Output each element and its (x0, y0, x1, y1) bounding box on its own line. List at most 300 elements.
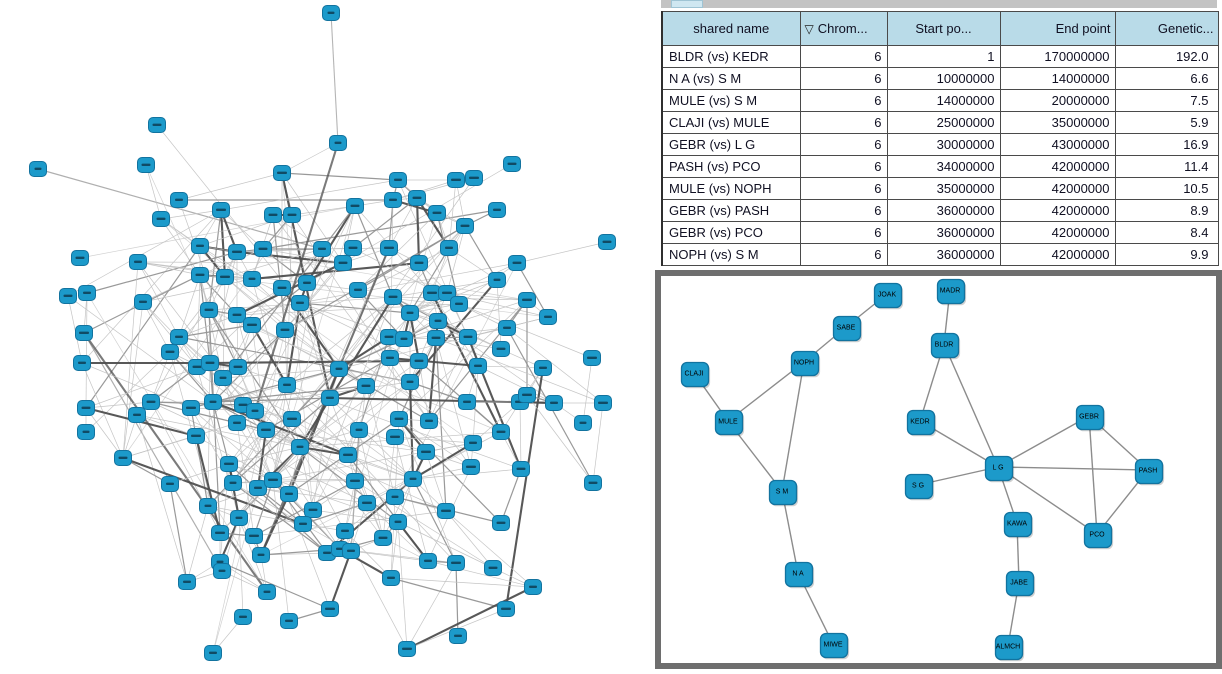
node-label-glyph (427, 292, 437, 294)
table-scroll-thumb[interactable] (671, 0, 703, 8)
network-node[interactable] (292, 440, 309, 455)
network-node[interactable] (192, 268, 209, 283)
table-scroll-strip[interactable] (661, 0, 1217, 8)
network-node[interactable] (358, 379, 375, 394)
network-node-PASH[interactable] (1136, 460, 1165, 486)
network-node[interactable] (305, 503, 322, 518)
network-node-MIWE[interactable] (821, 634, 850, 660)
network-node[interactable] (221, 457, 238, 472)
network-node-SABE[interactable] (834, 317, 863, 343)
network-edge[interactable] (478, 366, 543, 368)
network-node[interactable] (466, 171, 483, 186)
network-node[interactable] (429, 206, 446, 221)
network-node[interactable] (284, 208, 301, 223)
network-node[interactable] (246, 529, 263, 544)
network-node[interactable] (421, 414, 438, 429)
node-label-glyph (134, 261, 142, 263)
node-label-glyph (82, 407, 91, 409)
network-node[interactable] (299, 276, 316, 291)
network-node[interactable] (411, 256, 428, 271)
network-node[interactable] (375, 531, 392, 546)
network-node[interactable] (387, 430, 404, 445)
network-node[interactable] (217, 270, 234, 285)
network-node[interactable] (540, 310, 557, 325)
network-node[interactable] (391, 412, 408, 427)
network-node[interactable] (244, 318, 261, 333)
network-node[interactable] (258, 423, 275, 438)
table-row[interactable] (662, 156, 1218, 178)
network-edge[interactable] (208, 506, 303, 524)
node-label-glyph (421, 451, 431, 453)
network-node-NA[interactable] (786, 563, 815, 589)
network-node[interactable] (79, 286, 96, 301)
network-node[interactable] (129, 408, 146, 423)
node-label-glyph (474, 365, 482, 367)
network-node[interactable] (459, 395, 476, 410)
network-node[interactable] (381, 241, 398, 256)
network-node[interactable] (277, 323, 294, 338)
node-label-glyph (517, 468, 526, 470)
node-label-glyph (598, 402, 608, 404)
node-shape[interactable] (1077, 406, 1104, 430)
table-cell: 42000000 (1000, 156, 1115, 178)
node-shape[interactable] (938, 280, 965, 304)
network-node[interactable] (115, 451, 132, 466)
node-shape[interactable] (834, 317, 861, 341)
network-node[interactable] (382, 351, 399, 366)
network-node[interactable] (74, 356, 91, 371)
table-row[interactable] (662, 244, 1218, 266)
network-node[interactable] (335, 256, 352, 271)
network-node[interactable] (247, 404, 264, 419)
node-label-glyph (442, 292, 452, 294)
table-cell: N A (vs) S M (662, 68, 800, 90)
table-cell: 36000000 (887, 244, 1000, 266)
table-cell: 6 (800, 244, 887, 266)
network-edge[interactable] (146, 165, 161, 219)
network-node[interactable] (546, 396, 563, 411)
network-node[interactable] (322, 391, 339, 406)
network-node[interactable] (350, 283, 367, 298)
network-node[interactable] (359, 496, 376, 511)
network-node[interactable] (162, 345, 179, 360)
network-node[interactable] (383, 571, 400, 586)
node-shape[interactable] (996, 636, 1023, 660)
network-node-SM[interactable] (770, 481, 799, 507)
network-node-GEBR[interactable] (1077, 406, 1106, 432)
network-node[interactable] (244, 272, 261, 287)
network-node[interactable] (489, 273, 506, 288)
node-shape[interactable] (906, 475, 933, 499)
network-node[interactable] (331, 362, 348, 377)
network-node[interactable] (525, 580, 542, 595)
node-label-glyph (336, 368, 343, 370)
node-label-glyph (351, 205, 360, 207)
table-cell: 6 (800, 222, 887, 244)
network-node[interactable] (424, 286, 441, 301)
network-node[interactable] (595, 396, 612, 411)
network-node[interactable] (340, 448, 357, 463)
network-node[interactable] (200, 499, 217, 514)
network-node[interactable] (215, 371, 232, 386)
column-header-shared-name[interactable] (662, 12, 800, 46)
network-edge-BLDR-LG[interactable] (944, 344, 998, 467)
network-node[interactable] (585, 476, 602, 491)
network-node-SG[interactable] (906, 475, 935, 501)
network-node[interactable] (230, 360, 247, 375)
network-node[interactable] (405, 472, 422, 487)
node-shape[interactable] (986, 457, 1013, 481)
network-node[interactable] (343, 544, 360, 559)
network-node[interactable] (292, 296, 309, 311)
network-node[interactable] (255, 242, 272, 257)
network-node[interactable] (265, 473, 282, 488)
network-node[interactable] (351, 423, 368, 438)
network-edge[interactable] (331, 13, 338, 143)
node-label: JABE (1010, 579, 1028, 587)
node-label-glyph (220, 276, 230, 278)
network-node-JABE[interactable] (1007, 572, 1036, 598)
network-node-BLDR[interactable] (932, 334, 961, 360)
network-node[interactable] (390, 515, 407, 530)
network-node[interactable] (402, 306, 419, 321)
node-label-glyph (455, 303, 463, 305)
table-row[interactable] (662, 112, 1218, 134)
network-node[interactable] (345, 241, 362, 256)
table-row[interactable] (662, 222, 1218, 244)
network-node[interactable] (498, 602, 515, 617)
network-node[interactable] (253, 548, 270, 563)
network-edge[interactable] (86, 246, 200, 408)
node-shape[interactable] (682, 363, 709, 387)
table-row[interactable] (662, 90, 1218, 112)
table-cell: 11.4 (1115, 156, 1218, 178)
node-label: CLAJI (684, 370, 704, 378)
table-cell: GEBR (vs) PASH (662, 200, 800, 222)
network-edge[interactable] (583, 358, 592, 423)
node-label-glyph (389, 296, 398, 298)
network-node[interactable] (250, 481, 267, 496)
node-label-glyph (157, 218, 166, 220)
table-cell: 30000000 (887, 134, 1000, 156)
network-node[interactable] (457, 219, 474, 234)
network-node[interactable] (171, 330, 188, 345)
network-node[interactable] (499, 321, 516, 336)
node-shape[interactable] (786, 563, 813, 587)
network-node[interactable] (265, 208, 282, 223)
network-node[interactable] (438, 504, 455, 519)
filter-icon[interactable]: ▽ (804, 22, 814, 36)
table-cell: 6 (800, 90, 887, 112)
network-edge[interactable] (391, 578, 533, 587)
network-node[interactable] (465, 436, 482, 451)
network-node[interactable] (396, 332, 413, 347)
network-node[interactable] (322, 602, 339, 617)
node-label: ALMCH (995, 643, 1021, 651)
network-node[interactable] (411, 354, 428, 369)
network-edge[interactable] (292, 206, 355, 215)
network-node[interactable] (493, 342, 510, 357)
network-node[interactable] (519, 388, 536, 403)
network-node[interactable] (493, 516, 510, 531)
network-node[interactable] (231, 511, 248, 526)
network-edge[interactable] (449, 180, 456, 248)
network-node[interactable] (188, 429, 205, 444)
table-cell: 8.4 (1115, 222, 1218, 244)
node-label-glyph (183, 581, 191, 583)
network-node[interactable] (135, 295, 152, 310)
network-node[interactable] (489, 203, 506, 218)
detail-edges[interactable] (694, 287, 1148, 646)
network-node[interactable] (330, 136, 347, 151)
network-edge[interactable] (239, 518, 243, 617)
network-node[interactable] (76, 326, 93, 341)
network-node[interactable] (214, 564, 231, 579)
node-label-glyph (258, 554, 265, 556)
network-node-KAWA[interactable] (1005, 513, 1034, 539)
table-cell: 6 (800, 46, 887, 68)
network-node-NOPH[interactable] (792, 352, 821, 378)
network-node[interactable] (584, 351, 601, 366)
table-row[interactable] (662, 68, 1218, 90)
network-node[interactable] (323, 6, 340, 21)
network-node[interactable] (387, 490, 404, 505)
node-label-glyph (441, 510, 451, 512)
network-edge[interactable] (407, 587, 533, 649)
attribute-table-panel (655, 0, 1222, 270)
network-node-LG[interactable] (986, 457, 1015, 483)
node-label-glyph (343, 454, 353, 456)
network-node[interactable] (205, 395, 222, 410)
network-node[interactable] (78, 425, 95, 440)
network-node[interactable] (441, 241, 458, 256)
node-label-glyph (347, 550, 355, 552)
network-node[interactable] (153, 212, 170, 227)
node-shape[interactable] (908, 411, 935, 435)
network-node[interactable] (504, 157, 521, 172)
column-header-label: Chrom... (817, 21, 868, 36)
node-label-glyph (216, 209, 226, 211)
node-label-glyph (296, 302, 304, 304)
network-edge[interactable] (398, 522, 407, 649)
node-label-glyph (389, 199, 397, 201)
network-node[interactable] (513, 462, 530, 477)
table-row[interactable] (662, 178, 1218, 200)
network-node[interactable] (274, 166, 291, 181)
node-label-glyph (309, 509, 318, 511)
network-node[interactable] (171, 193, 188, 208)
network-node[interactable] (418, 445, 435, 460)
table-cell: CLAJI (vs) MULE (662, 112, 800, 134)
network-node[interactable] (314, 242, 331, 257)
network-node[interactable] (162, 477, 179, 492)
network-node[interactable] (430, 314, 447, 329)
network-edge[interactable] (221, 180, 398, 210)
network-node[interactable] (281, 614, 298, 629)
network-node[interactable] (535, 361, 552, 376)
network-node[interactable] (509, 256, 526, 271)
network-node[interactable] (279, 378, 296, 393)
network-node[interactable] (149, 118, 166, 133)
network-node[interactable] (485, 561, 502, 576)
network-node[interactable] (229, 416, 246, 431)
network-node[interactable] (205, 646, 222, 661)
network-node[interactable] (225, 476, 242, 491)
network-node[interactable] (72, 251, 89, 266)
network-node[interactable] (381, 330, 398, 345)
node-label-glyph (303, 282, 311, 284)
node-shape[interactable] (821, 634, 848, 658)
network-edge-GEBR-PCO[interactable] (1089, 416, 1097, 534)
network-edge-NOPH-SM[interactable] (782, 362, 804, 491)
network-node[interactable] (229, 245, 246, 260)
network-node[interactable] (337, 524, 354, 539)
network-node[interactable] (60, 289, 77, 304)
network-node[interactable] (274, 281, 291, 296)
node-shape[interactable] (932, 334, 959, 358)
network-node[interactable] (385, 290, 402, 305)
network-edge-LG-PASH[interactable] (998, 467, 1148, 470)
node-label: MIWE (823, 641, 843, 649)
network-node[interactable] (347, 199, 364, 214)
node-shape[interactable] (1136, 460, 1163, 484)
node-shape[interactable] (770, 481, 797, 505)
network-node-KEDR[interactable] (908, 411, 937, 437)
network-node-ALMCH[interactable] (996, 636, 1025, 662)
network-node[interactable] (143, 395, 160, 410)
detail-network-canvas[interactable] (661, 276, 1216, 663)
node-shape[interactable] (716, 411, 743, 435)
network-node[interactable] (519, 293, 536, 308)
network-edge[interactable] (179, 173, 282, 200)
node-label-glyph (236, 517, 243, 519)
table-cell: MULE (vs) NOPH (662, 178, 800, 200)
column-header-chrom---[interactable] (800, 12, 887, 46)
network-node[interactable] (229, 308, 246, 323)
network-node[interactable] (295, 517, 312, 532)
node-shape[interactable] (1005, 513, 1032, 537)
column-header-end-point[interactable] (1000, 12, 1115, 46)
network-edge[interactable] (86, 293, 87, 408)
network-edge[interactable] (593, 403, 603, 483)
node-label-glyph (385, 336, 394, 338)
network-edge[interactable] (282, 173, 398, 180)
network-edge[interactable] (391, 578, 506, 609)
network-node[interactable] (470, 359, 487, 374)
network-node[interactable] (138, 158, 155, 173)
network-node[interactable] (202, 356, 219, 371)
table-row[interactable] (662, 134, 1218, 156)
node-label-glyph (522, 394, 532, 396)
network-node[interactable] (428, 331, 445, 346)
network-node[interactable] (235, 610, 252, 625)
network-node[interactable] (575, 416, 592, 431)
network-node[interactable] (347, 474, 364, 489)
network-node[interactable] (179, 575, 196, 590)
network-node-PCO[interactable] (1085, 524, 1114, 550)
network-node[interactable] (183, 401, 200, 416)
network-node-CLAJI[interactable] (682, 363, 711, 389)
network-edge[interactable] (220, 562, 330, 609)
network-node[interactable] (463, 460, 480, 475)
network-node[interactable] (420, 554, 437, 569)
detail-network-panel[interactable] (661, 276, 1216, 663)
network-edge[interactable] (187, 506, 208, 582)
network-node[interactable] (448, 173, 465, 188)
node-shape[interactable] (1007, 572, 1034, 596)
network-node[interactable] (399, 642, 416, 657)
node-label-glyph (354, 289, 362, 291)
network-edge[interactable] (398, 522, 493, 568)
network-node-MADR[interactable] (938, 280, 967, 306)
node-label-glyph (529, 586, 537, 588)
node-label-glyph (186, 407, 196, 409)
node-label-glyph (205, 505, 212, 507)
network-node[interactable] (385, 193, 402, 208)
table-row[interactable] (662, 46, 1218, 68)
network-node[interactable] (460, 330, 477, 345)
network-node[interactable] (448, 556, 465, 571)
table-cell: 34000000 (887, 156, 1000, 178)
network-node[interactable] (284, 412, 301, 427)
column-header-label: Genetic... (1157, 21, 1214, 36)
network-node[interactable] (493, 425, 510, 440)
node-shape[interactable] (792, 352, 819, 376)
network-node[interactable] (201, 303, 218, 318)
network-edge[interactable] (428, 561, 533, 587)
network-edge[interactable] (351, 551, 428, 561)
node-label-glyph (205, 309, 214, 311)
network-node[interactable] (213, 203, 230, 218)
column-header-start-po---[interactable] (887, 12, 1000, 46)
network-node-JOAK[interactable] (875, 284, 904, 310)
node-shape[interactable] (1085, 524, 1112, 548)
network-edge[interactable] (419, 361, 429, 421)
node-label-glyph (395, 418, 404, 420)
detail-nodes[interactable] (682, 280, 1165, 662)
network-node[interactable] (281, 487, 298, 502)
node-shape[interactable] (875, 284, 902, 308)
network-edge[interactable] (68, 296, 213, 402)
network-node[interactable] (192, 239, 209, 254)
network-node[interactable] (30, 162, 47, 177)
network-edge[interactable] (501, 469, 521, 523)
network-node[interactable] (130, 255, 147, 270)
network-node-MULE[interactable] (716, 411, 745, 437)
network-node[interactable] (212, 526, 229, 541)
network-node[interactable] (78, 401, 95, 416)
table-row[interactable] (662, 200, 1218, 222)
network-node[interactable] (450, 629, 467, 644)
table-cell: 9.9 (1115, 244, 1218, 266)
network-edge[interactable] (497, 280, 501, 349)
column-header-genetic---[interactable] (1115, 12, 1218, 46)
network-node[interactable] (451, 297, 468, 312)
network-edge[interactable] (517, 263, 548, 317)
network-node[interactable] (390, 173, 407, 188)
network-node[interactable] (599, 235, 616, 250)
network-edge[interactable] (520, 402, 521, 469)
node-label: N A (792, 570, 804, 578)
network-node[interactable] (259, 585, 276, 600)
network-node[interactable] (409, 191, 426, 206)
table-cell: 7.5 (1115, 90, 1218, 112)
node-label-glyph (239, 404, 248, 406)
network-edge[interactable] (517, 242, 607, 263)
network-node[interactable] (402, 375, 419, 390)
node-label-glyph (35, 168, 42, 170)
network-edge[interactable] (348, 386, 366, 455)
